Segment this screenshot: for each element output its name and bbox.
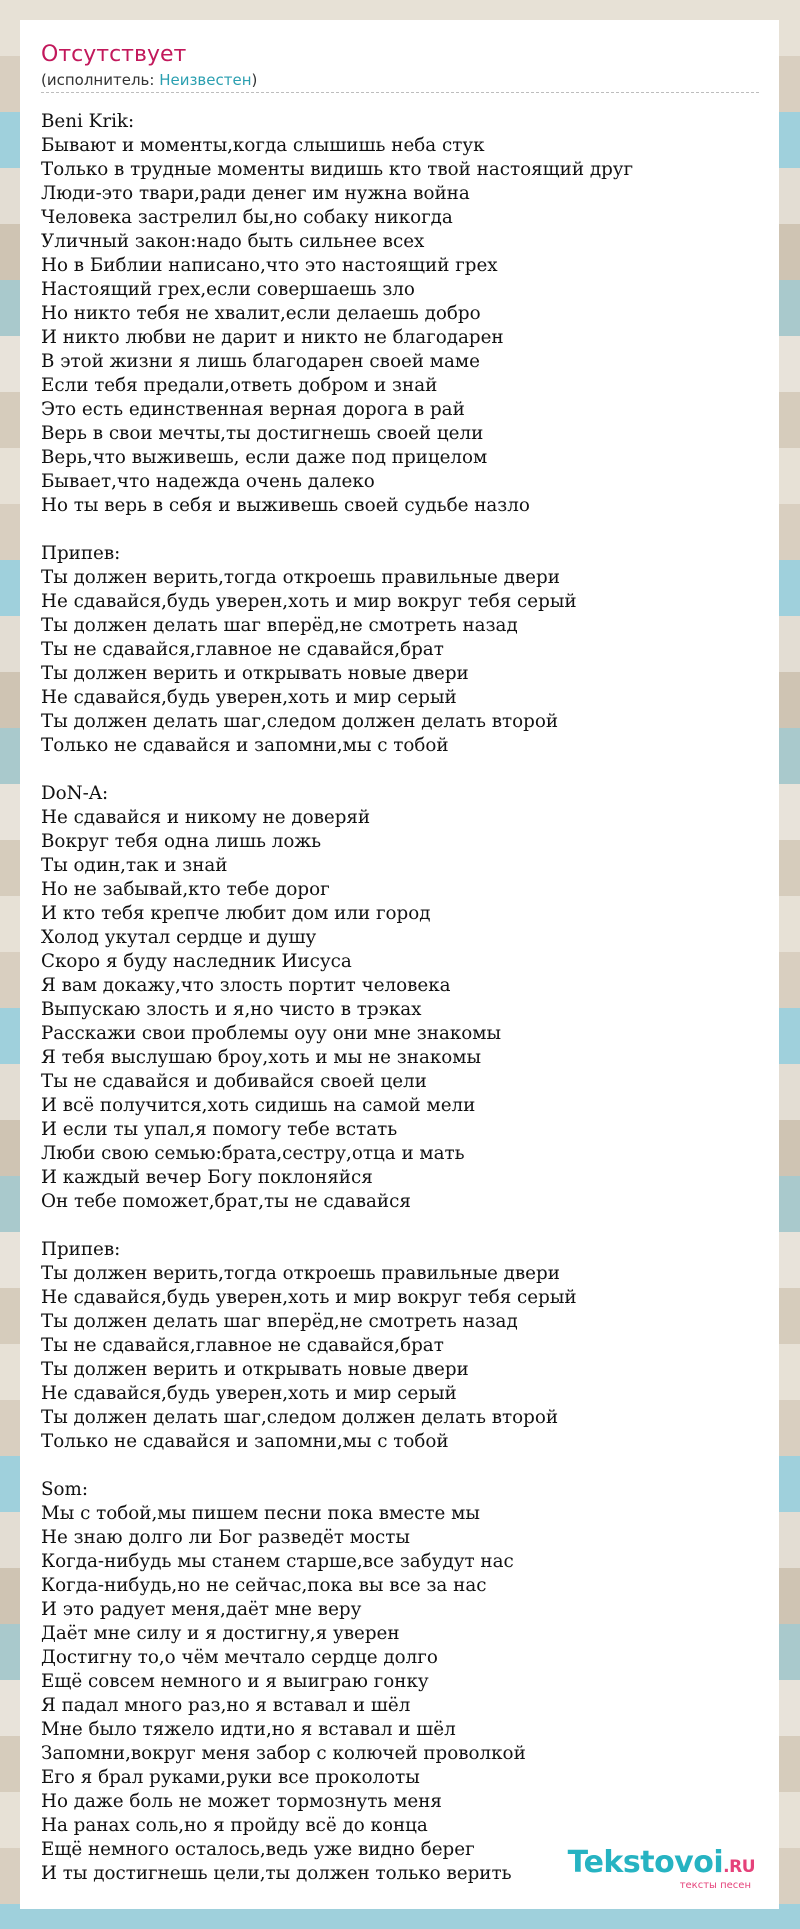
lyrics-line: Но никто тебя не хвалит,если делаешь добро — [41, 303, 481, 324]
lyrics-line: Расскажи свои проблемы оуу они мне знакомы — [41, 1023, 502, 1044]
lyrics-line: Это есть единственная верная дорога в рай — [41, 399, 465, 420]
lyrics-line: Ты один,так и знай — [41, 855, 228, 876]
lyrics-line: Верь в свои мечты,ты достигнешь своей цели — [41, 423, 484, 444]
lyrics-line: Скоро я буду наследник Иисуса — [41, 951, 352, 972]
lyrics-line: Не сдавайся,будь уверен,хоть и мир вокруг тебя серый — [41, 1287, 577, 1308]
lyrics-line: Люби свою семью:брата,сестру,отца и мать — [41, 1143, 465, 1164]
lyrics-line: Если тебя предали,ответь добром и знай — [41, 375, 438, 396]
lyrics-line: Люди-это твари,ради денег им нужна война — [41, 183, 470, 204]
lyrics-blank-line — [41, 518, 759, 542]
lyrics-line: Бывают и моменты,когда слышишь неба стук — [41, 135, 485, 156]
lyrics-line: Человека застрелил бы,но собаку никогда — [41, 207, 453, 228]
lyrics-line: Я падал много раз,но я вставал и шёл — [41, 1695, 411, 1716]
lyrics-line: Холод укутал сердце и душу — [41, 927, 317, 948]
lyrics-blank-line — [41, 1214, 759, 1238]
lyrics-line: И кто тебя крепче любит дом или город — [41, 903, 431, 924]
logo-brand — [568, 1845, 755, 1880]
lyrics-line: Но не забывай,кто тебе дорог — [41, 879, 330, 900]
artist-prefix: (исполнитель: — [41, 71, 160, 89]
lyrics-line: Beni Krik: — [41, 111, 135, 132]
lyrics-line: Я тебя выслушаю броу,хоть и мы не знакомы — [41, 1047, 482, 1068]
lyrics-line: Только в трудные моменты видишь кто твой настоящий друг — [41, 159, 634, 180]
lyrics-line: Не знаю долго ли Бог разведёт мосты — [41, 1527, 410, 1548]
lyrics-line: Когда-нибудь,но не сейчас,пока вы все за нас — [41, 1575, 487, 1596]
lyrics-line: На ранах соль,но я пройду всё до конца — [41, 1815, 428, 1836]
lyrics-line: Уличный закон:надо быть сильнее всех — [41, 231, 425, 252]
lyrics-line: Его я брал руками,руки все проколоты — [41, 1767, 420, 1788]
logo-tld: .RU — [723, 1857, 755, 1877]
lyrics-line: Я вам докажу,что злость портит человека — [41, 975, 451, 996]
lyrics-line: Ещё немного осталось,ведь уже видно берег — [41, 1839, 475, 1860]
lyrics-line: Но в Библии написано,что это настоящий грех — [41, 255, 498, 276]
lyrics-text — [41, 110, 759, 1886]
lyrics-line: Вокруг тебя одна лишь ложь — [41, 831, 322, 852]
lyrics-line: Только не сдавайся и запомни,мы с тобой — [41, 735, 449, 756]
lyrics-line: Когда-нибудь мы станем старше,все забудут нас — [41, 1551, 514, 1572]
lyrics-line: Припев: — [41, 543, 121, 564]
artist-line — [41, 70, 759, 93]
lyrics-line: Ты должен делать шаг,следом должен делать второй — [41, 1407, 559, 1428]
lyrics-line: Не сдавайся,будь уверен,хоть и мир серый — [41, 1383, 457, 1404]
lyrics-line: Ты должен верить и открывать новые двери — [41, 1359, 469, 1380]
logo-brand-name: Tekstovoi — [567, 1845, 724, 1880]
lyrics-line: Не сдавайся и никому не доверяй — [41, 807, 371, 828]
logo-tagline: тексты песен — [679, 1880, 751, 1891]
lyrics-card — [20, 20, 779, 1909]
lyrics-line: И всё получится,хоть сидишь на самой мели — [41, 1095, 476, 1116]
lyrics-line: Достигну то,о чём мечтало сердце долго — [41, 1647, 438, 1668]
artist-suffix: ) — [251, 71, 258, 89]
lyrics-line: Но ты верь в себя и выживешь своей судьбе назло — [41, 495, 530, 516]
lyrics-line: Ты не сдавайся,главное не сдавайся,брат — [41, 639, 444, 660]
lyrics-line: Ты не сдавайся,главное не сдавайся,брат — [41, 1335, 444, 1356]
lyrics-line: И никто любви не дарит и никто не благодарен — [41, 327, 504, 348]
lyrics-line: Мы с тобой,мы пишем песни пока вместе мы — [41, 1503, 480, 1524]
lyrics-blank-line — [41, 758, 759, 782]
lyrics-line: Он тебе поможет,брат,ты не сдавайся — [41, 1191, 411, 1212]
song-title: Отсутствует — [41, 42, 187, 67]
lyrics-line: И ты достигнешь цели,ты должен только верить — [41, 1863, 512, 1884]
lyrics-line: Ты должен верить и открывать новые двери — [41, 663, 469, 684]
site-logo[interactable] — [568, 1847, 755, 1891]
lyrics-line: Запомни,вокруг меня забор с колючей проволкой — [41, 1743, 526, 1764]
lyrics-line: И каждый вечер Богу поклоняйся — [41, 1167, 373, 1188]
lyrics-line: И это радует меня,даёт мне веру — [41, 1599, 362, 1620]
lyrics-line: Ты должен делать шаг,следом должен делать второй — [41, 711, 559, 732]
lyrics-line: Но даже боль не может тормознуть меня — [41, 1791, 442, 1812]
lyrics-line: Мне было тяжело идти,но я вставал и шёл — [41, 1719, 456, 1740]
lyrics-line: Не сдавайся,будь уверен,хоть и мир серый — [41, 687, 457, 708]
lyrics-line: DoN-A: — [41, 783, 109, 804]
lyrics-line: Верь,что выживешь, если даже под прицелом — [41, 447, 488, 468]
artist-link[interactable]: Неизвестен — [159, 71, 252, 89]
lyrics-line: Не сдавайся,будь уверен,хоть и мир вокруг тебя серый — [41, 591, 577, 612]
lyrics-blank-line — [41, 1454, 759, 1478]
lyrics-line: Ещё совсем немного и я выиграю гонку — [41, 1671, 429, 1692]
lyrics-line: Som: — [41, 1479, 89, 1500]
lyrics-line: В этой жизни я лишь благодарен своей маме — [41, 351, 480, 372]
lyrics-line: Выпускаю злость и я,но чисто в трэках — [41, 999, 422, 1020]
lyrics-line: Ты не сдавайся и добивайся своей цели — [41, 1071, 427, 1092]
lyrics-line: Ты должен делать шаг вперёд,не смотреть назад — [41, 615, 518, 636]
lyrics-line: Ты должен делать шаг вперёд,не смотреть назад — [41, 1311, 518, 1332]
lyrics-line: Даёт мне силу и я достигну,я уверен — [41, 1623, 400, 1644]
lyrics-line: Настоящий грех,если совершаешь зло — [41, 279, 415, 300]
lyrics-line: Припев: — [41, 1239, 121, 1260]
lyrics-line: Ты должен верить,тогда откроешь правильные двери — [41, 567, 560, 588]
lyrics-line: Бывает,что надежда очень далеко — [41, 471, 375, 492]
lyrics-line: И если ты упал,я помогу тебе встать — [41, 1119, 398, 1140]
lyrics-line: Ты должен верить,тогда откроешь правильные двери — [41, 1263, 560, 1284]
lyrics-line: Только не сдавайся и запомни,мы с тобой — [41, 1431, 449, 1452]
